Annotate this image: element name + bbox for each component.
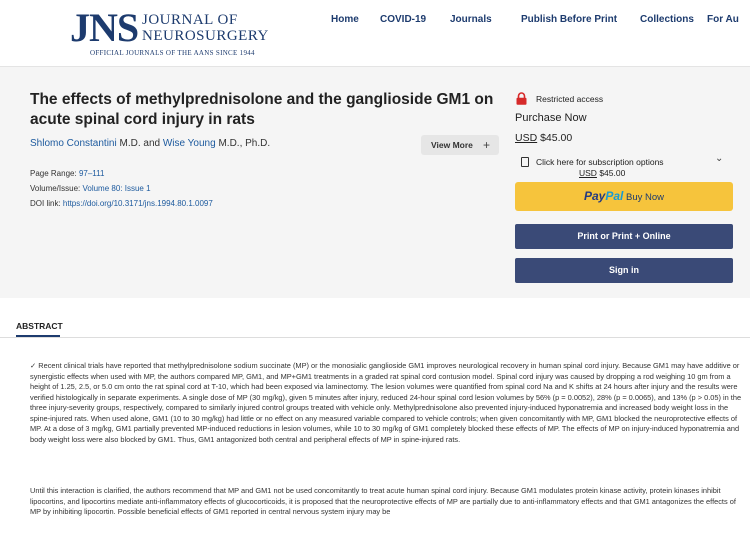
abstract-paragraph: ✓ Recent clinical trials have reported that methylprednisolone sodium succinate (MP) or the monosialic ganglioside GM1 improves neurological recovery in human spinal cord injury. Because GM1 may have additive or synergistic effects when used with MP, the authors compared MP, GM1, and MP+GM1 treatments in a graded rat spinal cord contusion model. Spinal cord injury was caused by dropping a rod weighing 10 gm from a height of 1.25, 2.5, or 5.0 cm onto the rat spinal cord at T-10, which had been exposed via laminectomy. The lesion volumes were quantified from spinal cord Na and K shifts at 24 hours after injury and the results were verified histologically in separate experiments. A single dose of MP (30 mg/kg), given 5 minutes after injury, reduced 24-hour spinal cord lesion volumes by 56% (p = 0.0052), 28% (p = 0.0065), and 13% (p > 0.05) in the three injury-severity groups, respectively, compared to similarly injured control groups treated with vehicle only. Methylprednisolone also prevented injury-induced hyponatremia and increased body weight loss in the spine-injured rats. When used alone, GM1 (10 to 30 mg/kg) had little or no effect on any measured variable compared to vehicle controls; when given concomitantly with MP, GM1 blocked the neuroprotective effects of MP. At a dose of 3 mg/kg, GM1 partially prevented MP-induced reductions in lesion volumes, while 10 to 30 mg/kg of GM1 completely blocked these effects of MP. The effects of MP on injury-induced hyponatremia and body weight loss were also blocked by GM1. Thus, GM1 antagonized both central and peripheral effects of MP in spine-injured rats.	[30, 361, 742, 444]
author-link[interactable]: Wise Young	[162, 138, 216, 149]
view-more-button[interactable]	[421, 135, 499, 155]
currency: USD	[515, 132, 538, 144]
restricted-access-label: Restricted access	[536, 94, 604, 104]
author-link[interactable]: Shlomo Constantini	[30, 138, 117, 149]
doi-link[interactable]: https://doi.org/10.3171/jns.1994.80.1.0097	[62, 199, 213, 208]
nav-home[interactable]: Home	[331, 14, 359, 25]
divider	[0, 337, 750, 338]
chevron-down-icon[interactable]: ⌄	[715, 153, 724, 164]
volume-link[interactable]: Volume 80: Issue 1	[82, 184, 151, 193]
paypal-logo-pal: Pal	[605, 189, 624, 203]
price-value: $45.00	[599, 168, 626, 178]
subscription-options-toggle[interactable]: Click here for subscription options	[536, 157, 664, 167]
doi	[30, 199, 213, 208]
volume-issue	[30, 184, 151, 193]
abstract-paragraph: Until this interaction is clarified, the authors recommend that MP and GM1 not be used concomitantly to treat acute human spinal cord injury. Because GM1 modulates protein kinase activity, protein kinases inhibit lipocortins, and lipocortins mediate anti-inflammatory effects of glucocorticoids, it is proposed that the neuroprotective effects of MP are partially due to anti-inflammatory effects and that GM1 antagonizes the effects of MP by inhibiting lipocortin. Possible beneficial effects of GM1 reported in central nervous system injury may be	[30, 486, 736, 516]
plus-icon: +	[482, 138, 490, 152]
nav-covid[interactable]: COVID-19	[380, 14, 427, 25]
price	[515, 132, 572, 144]
view-more-label: View More	[431, 140, 473, 150]
article-title: The effects of methylprednisolone and the ganglioside GM1 on acute spinal cord injury in rats	[30, 91, 494, 128]
lock-icon	[516, 92, 527, 105]
page-range	[30, 169, 104, 178]
logo-line1: JOURNAL OF	[142, 12, 238, 28]
site-header	[0, 0, 750, 66]
author-suffix: M.D. and	[116, 138, 163, 149]
logo-mark: JNS	[70, 5, 139, 50]
price-value: $45.00	[540, 132, 573, 144]
nav-for-authors[interactable]: For Au	[707, 14, 739, 25]
purchase-now-heading: Purchase Now	[515, 112, 587, 124]
active-tab-indicator	[16, 335, 60, 337]
page-range-label: Page Range:	[30, 169, 77, 178]
print-or-online-button[interactable]: Print or Print + Online	[515, 224, 733, 249]
logo-subtitle: OFFICIAL JOURNALS OF THE AANS SINCE 1944	[90, 49, 255, 57]
jns-logo[interactable]	[70, 5, 269, 58]
sign-in-button[interactable]: Sign in	[515, 258, 733, 283]
abstract-tab[interactable]: ABSTRACT	[16, 321, 63, 331]
nav-journals[interactable]: Journals	[450, 14, 492, 25]
page-range-value: 97–111	[78, 169, 105, 178]
buy-now-label: Buy Now	[626, 192, 665, 203]
paypal-logo-pay: Pay	[583, 189, 606, 203]
subscription-price	[579, 168, 625, 178]
nav-collections[interactable]: Collections	[640, 14, 694, 25]
doi-label: DOI link:	[30, 199, 61, 208]
currency: USD	[579, 168, 597, 178]
nav-publish-before-print[interactable]: Publish Before Print	[521, 14, 618, 25]
article-authors	[30, 138, 270, 149]
volume-label: Volume/Issue:	[30, 184, 81, 193]
logo-line2: NEUROSURGERY	[142, 28, 269, 44]
author-suffix: M.D., Ph.D.	[215, 138, 271, 149]
paypal-buy-now-button[interactable]	[515, 182, 733, 211]
